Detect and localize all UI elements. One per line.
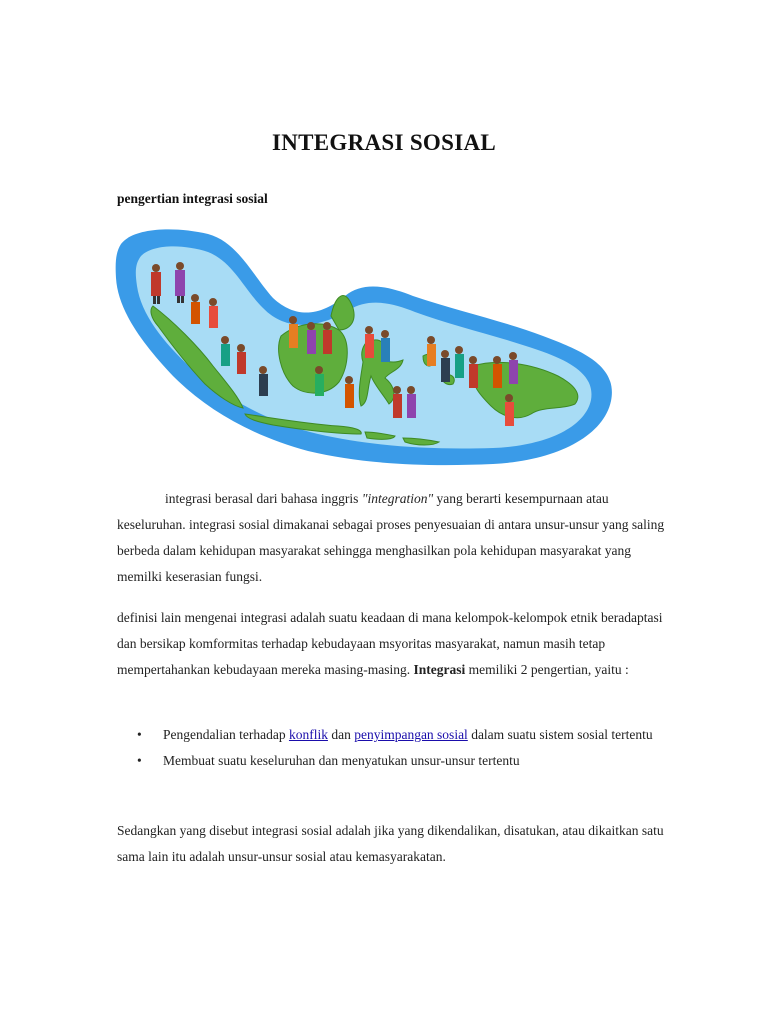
paragraph-text: memiliki 2 pengertian, yaitu : [465, 662, 629, 677]
bullet-icon: • [137, 753, 142, 768]
paragraph-text: yang berarti kesempurnaan atau keseluruhan. integrasi sosial dimakanai sebagai proses penyesuaian di antara unsur-unsur yang saling berbeda dalam kehidupan masyarakat sehingga menghasilkan pola kehidupan masyarakat yang memilki keserasian fungsi. [117, 491, 665, 584]
paragraph-integration-definition [117, 486, 677, 590]
konflik-link[interactable]: konflik [288, 727, 328, 742]
penyimpangan-sosial-link[interactable]: penyimpangan sosial [354, 727, 468, 742]
paragraph-text: definisi lain mengenai integrasi adalah suatu keadaan di mana kelompok-kelompok etnik beradaptasi dan bersikap komformitas terhadap kebudayaan msyoritas masyarakat, namun masih tetap mempertahankan kebudayaan mereka masing-masing. [117, 610, 663, 677]
definitions-list [117, 722, 677, 774]
paragraph-conclusion: Sedangkan yang disebut integrasi sosial adalah jika yang dikendalikan, disatukan, atau dikaitkan satu sama lain itu adalah unsur-unsur sosial atau kemasyarakatan. [117, 823, 664, 864]
bold-term: Integrasi [413, 662, 466, 677]
list-item: • Membuat suatu keseluruhan dan menyatukan unsur-unsur tertentu [117, 748, 677, 774]
quoted-term: "integration" [361, 491, 434, 506]
paragraph-other-definition [117, 605, 677, 683]
list-item: • Pengendalian terhadap konflik dan penyimpangan sosial dalam suatu sistem sosial tertentu [117, 722, 677, 748]
section-subtitle: pengertian integrasi sosial [117, 191, 268, 206]
paragraph-text: integrasi berasal dari bahasa inggris [165, 491, 362, 506]
page-title: INTEGRASI SOSIAL [271, 130, 497, 155]
bullet-icon: • [137, 727, 142, 742]
indonesia-culture-map-image [113, 226, 618, 471]
